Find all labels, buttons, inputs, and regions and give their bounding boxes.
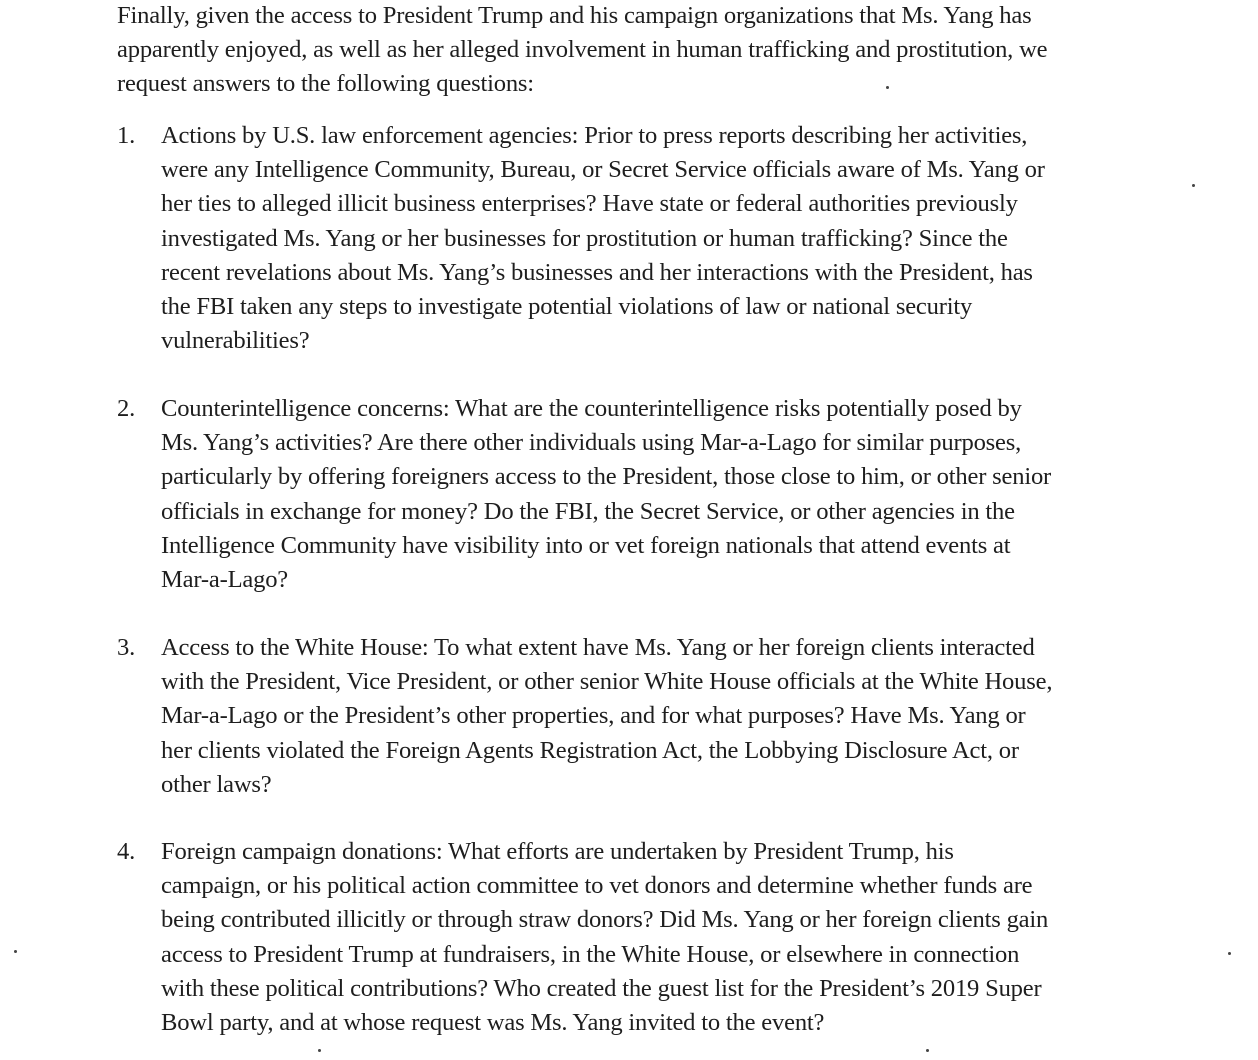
scan-speck [1192,184,1195,187]
question-line: Intelligence Community have visibility into or vet foreign nationals that attend events at [161,531,1011,559]
question-line: Access to the White House: To what extent have Ms. Yang or her foreign clients interacted [161,634,1035,661]
question-line: campaign, or his political action committee to vet donors and determine whether funds are [161,872,1033,900]
question-line: investigated Ms. Yang or her businesses for prostitution or human trafficking? Since the [161,224,1008,252]
question-number: 2. [117,395,136,422]
question-text [161,119,1171,358]
question-text [161,392,1171,597]
question-text [161,631,1171,802]
question-line: with these political contributions? Who created the guest list for the President’s 2019 Super [161,974,1042,1002]
question-line: her clients violated the Foreign Agents Registration Act, the Lobbying Disclosure Act, or [161,736,1019,764]
question-line: the FBI taken any steps to investigate potential violations of law or national security [161,293,973,321]
question-line: access to President Trump at fundraisers, in the White House, or elsewhere in connection [161,940,1020,968]
question-line: Ms. Yang’s activities? Are there other individuals using Mar-a-Lago for similar purposes, [161,429,1022,457]
scan-speck [1228,952,1231,955]
question-line: Mar-a-Lago or the President’s other properties, and for what purposes? Have Ms. Yang or [161,702,1026,730]
question-number: 3. [117,634,136,661]
question-line: Actions by U.S. law enforcement agencies: Prior to press reports describing her activities, [161,122,1028,149]
question-line: vulnerabilities? [161,327,310,355]
question-line: were any Intelligence Community, Bureau, or Secret Service officials aware of Ms. Yang or [161,156,1045,184]
intro-line: Finally, given the access to President Trump and his campaign organizations that Ms. Yang has [117,2,1032,29]
question-number: 4. [117,838,136,865]
scan-speck [926,1049,929,1052]
question-text [161,835,1171,1040]
intro-line: apparently enjoyed, as well as her alleged involvement in human trafficking and prostitution, we [117,36,1048,64]
scan-speck [14,950,17,953]
question-line: other laws? [161,770,272,798]
scan-speck [886,86,889,89]
question-line: being contributed illicitly or through straw donors? Did Ms. Yang or her foreign clients gain [161,906,1049,934]
question-line: particularly by offering foreigners access to the President, those close to him, or other senior [161,463,1052,491]
question-line: recent revelations about Ms. Yang’s businesses and her interactions with the President, has [161,258,1033,286]
intro-paragraph [117,0,1182,102]
intro-line: request answers to the following questions: [117,70,534,98]
question-line: officials in exchange for money? Do the FBI, the Secret Service, or other agencies in the [161,497,1015,525]
question-line: Counterintelligence concerns: What are the counterintelligence risks potentially posed by [161,395,1022,422]
question-line: Mar-a-Lago? [161,566,289,594]
question-line: with the President, Vice President, or other senior White House officials at the White House, [161,668,1053,696]
scan-speck [318,1049,321,1052]
question-line: her ties to alleged illicit business enterprises? Have state or federal authorities previously [161,190,1018,218]
question-line: Foreign campaign donations: What efforts are undertaken by President Trump, his [161,838,954,865]
question-number: 1. [117,122,136,149]
question-line: Bowl party, and at whose request was Ms. Yang invited to the event? [161,1009,825,1037]
